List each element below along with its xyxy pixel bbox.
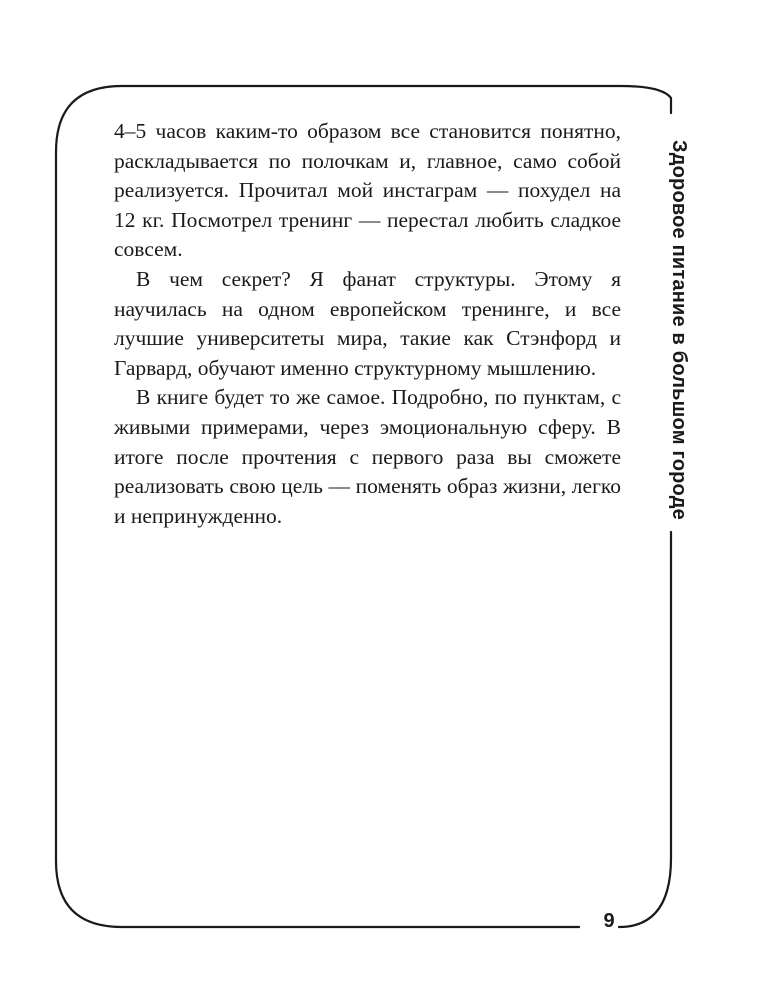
page-number: 9 [603,910,615,932]
body-text [114,117,621,531]
paragraph-3: В книге будет то же самое. Подробно, по пунктам, с живыми примерами, через эмоциональную сферу. В итоге после прочтения с первого раза вы сможете реализовать свою цель — поменять образ жизни, легко и непринужденно. [114,385,621,528]
paragraph-2: В чем секрет? Я фанат структуры. Этому я научилась на одном европейском тренинге, и все лучшие университеты мира, такие как Стэнфорд и Гарвард, обучают именно структурному мышлению. [114,266,621,380]
paragraph-1: 4–5 часов каким-то образом все становится понятно, раскладывается по полочкам и, главное, само собой реализуется. Прочитал мой инстаграм — похудел на 12 кг. Посмотрел тренинг — перестал любить сладкое совсем. [114,119,621,262]
running-head: Здоровое питание в большом городе [668,140,690,520]
